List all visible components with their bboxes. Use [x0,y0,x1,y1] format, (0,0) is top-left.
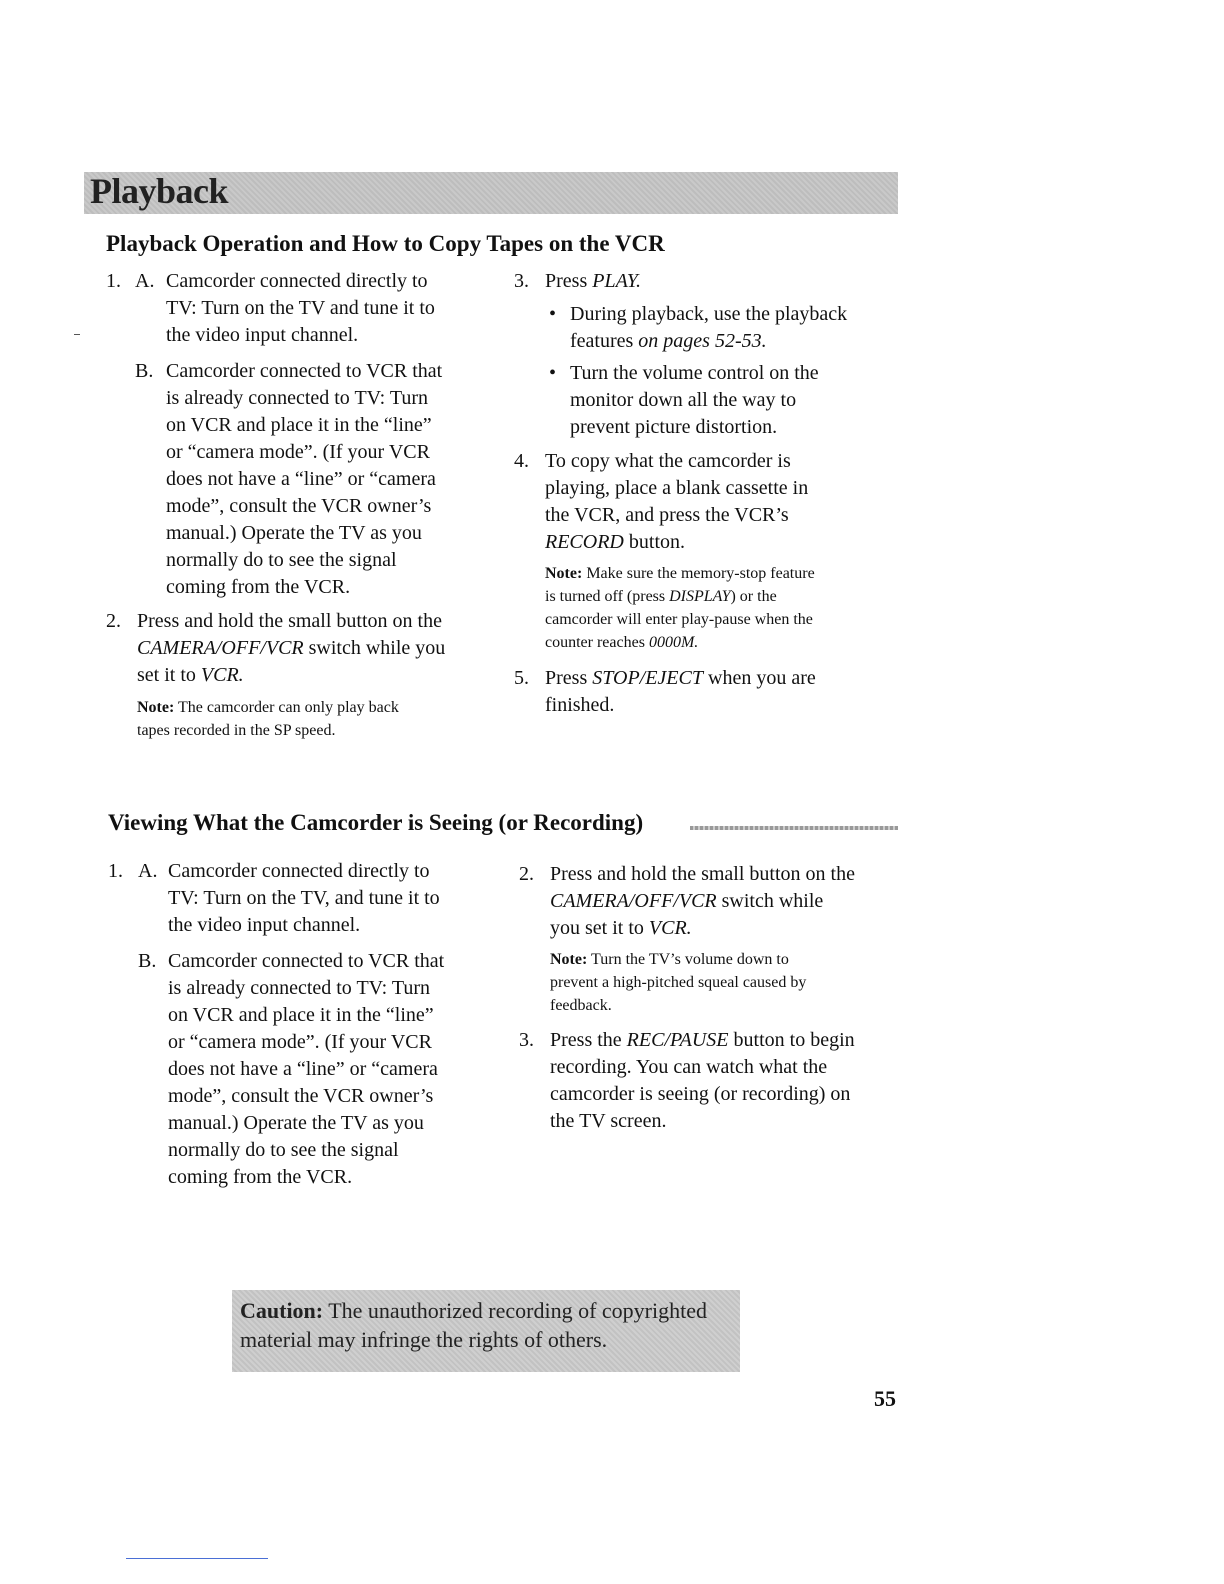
margin-mark [74,334,80,335]
line: Press and hold the small button on the [550,863,855,885]
s2-item1-number: 1. [108,860,123,882]
line: TV: Turn on the TV, and tune it to [168,887,440,909]
note1 [137,696,507,742]
switch-name: CAMERA/OFF/VCR [550,890,717,912]
text: Make sure the memory-stop feature [586,565,815,582]
line: Camcorder connected directly to [166,270,428,292]
item1-number: 1. [106,270,121,292]
line: normally do to see the signal [166,549,397,571]
line: To copy what the camcorder is [545,450,791,472]
line: camcorder will enter play-pause when the [545,611,813,628]
line [240,1296,740,1325]
line: on VCR and place it in the “line” [168,1004,434,1026]
item1b-letter: B. [135,360,154,382]
s2-item1b-text [168,948,498,1191]
line [137,662,507,689]
text: is turned off (press [545,588,670,605]
line: finished. [545,694,615,716]
line: prevent a high-pitched squeal caused by [550,974,807,991]
line: feedback. [550,997,612,1014]
text: features [570,330,639,352]
s2-item1a-text [168,858,498,939]
line: coming from the VCR. [166,576,351,598]
text: you set it to [550,917,649,939]
line: on VCR and place it in the “line” [166,414,432,436]
line: the TV screen. [550,1110,667,1132]
line: camcorder is seeing (or recording) on [550,1083,851,1105]
text: counter reaches [545,634,649,651]
page-ref: on pages 52-53. [638,330,767,352]
line: manual.) Operate the TV as you [168,1112,424,1134]
line: Camcorder connected directly to [168,860,430,882]
button-name: DISPLAY [669,588,731,605]
line: tapes recorded in the SP speed. [137,722,336,739]
s2-note [550,948,900,1017]
line: the video input channel. [168,914,361,936]
s2-item2-text [550,861,900,942]
bottom-rule [126,1558,268,1559]
s2-item3-text [550,1027,900,1135]
caution-text [240,1296,740,1354]
item3-text [545,268,641,295]
s2-item2-number: 2. [519,863,534,885]
title-rule [690,826,898,830]
line: coming from the VCR. [168,1166,353,1188]
line: manual.) Operate the TV as you [166,522,422,544]
line: prevent picture distortion. [570,416,778,438]
line [545,585,905,608]
mode-name: VCR. [200,664,244,686]
item4-text [545,448,895,556]
line [545,562,905,585]
counter-value: 0000M. [648,634,699,651]
item1b-text [166,358,496,601]
text: switch while you [303,637,446,659]
line: playing, place a blank cassette in [545,477,809,499]
bullet-icon: • [549,303,557,325]
page-number: 55 [874,1386,896,1411]
text: Turn the TV’s volume down to [591,951,789,968]
line: the video input channel. [166,324,359,346]
note2 [545,562,905,654]
line [137,635,507,662]
line: does not have a “line” or “camera [168,1058,438,1080]
text: button to begin [728,1029,855,1051]
button-name: STOP/EJECT [592,667,703,689]
line: monitor down all the way to [570,389,797,411]
line: recording. You can watch what the [550,1056,828,1078]
line: Camcorder connected to VCR that [168,950,445,972]
text: The unauthorized recording of copyrighted [323,1298,707,1323]
line [545,529,895,556]
mode-name: VCR. [648,917,692,939]
section2-title: Viewing What the Camcorder is Seeing (or Recording) [108,810,644,835]
line: material may infringe the rights of others. [240,1327,608,1352]
line: TV: Turn on the TV and tune it to [166,297,435,319]
text: Press [545,270,593,292]
line: or “camera mode”. (If your VCR [168,1031,432,1053]
s2-item3-number: 3. [519,1029,534,1051]
text: ) or the [730,588,777,605]
line [550,888,900,915]
text: The camcorder can only play back [178,699,399,716]
line: Press and hold the small button on the [137,610,442,632]
switch-name: CAMERA/OFF/VCR [137,637,304,659]
item1a-letter: A. [135,270,155,292]
item5-text [545,665,895,719]
s2-item1a-letter: A. [138,860,158,882]
caution-label: Caution: [240,1298,324,1323]
item4-number: 4. [514,450,529,472]
button-name: RECORD [545,531,624,553]
line: is already connected to TV: Turn [166,387,428,409]
line: Turn the volume control on the [570,362,819,384]
line [545,631,905,654]
section-tab-label: Playback [90,171,229,211]
line: mode”, consult the VCR owner’s [168,1085,434,1107]
line: is already connected to TV: Turn [168,977,430,999]
text: when you are [703,667,816,689]
line [137,696,507,719]
button-name: REC/PAUSE [626,1029,729,1051]
line [550,915,900,942]
line: the VCR, and press the VCR’s [545,504,789,526]
note-label: Note: [550,951,588,968]
line [570,328,900,355]
text: set it to [137,664,201,686]
s2-item1b-letter: B. [138,950,157,972]
line: During playback, use the playback [570,303,848,325]
item3-number: 3. [514,270,529,292]
text: Press the [550,1029,627,1051]
section1-title: Playback Operation and How to Copy Tapes on the VCR [106,231,665,256]
line [550,948,900,971]
text: Press [545,667,593,689]
line: mode”, consult the VCR owner’s [166,495,432,517]
bullet1-text [570,301,900,355]
note-label: Note: [137,699,175,716]
item2-text [137,608,507,689]
line: does not have a “line” or “camera [166,468,436,490]
item2-number: 2. [106,610,121,632]
text: switch while [716,890,824,912]
item1a-text [166,268,496,349]
line [545,665,895,692]
line [550,1027,900,1054]
line: or “camera mode”. (If your VCR [166,441,430,463]
line: Camcorder connected to VCR that [166,360,443,382]
button-name: PLAY. [592,270,641,292]
item5-number: 5. [514,667,529,689]
note-label: Note: [545,565,583,582]
text: button. [623,531,686,553]
bullet2-text [570,360,900,441]
bullet-icon: • [549,362,557,384]
line: normally do to see the signal [168,1139,399,1161]
